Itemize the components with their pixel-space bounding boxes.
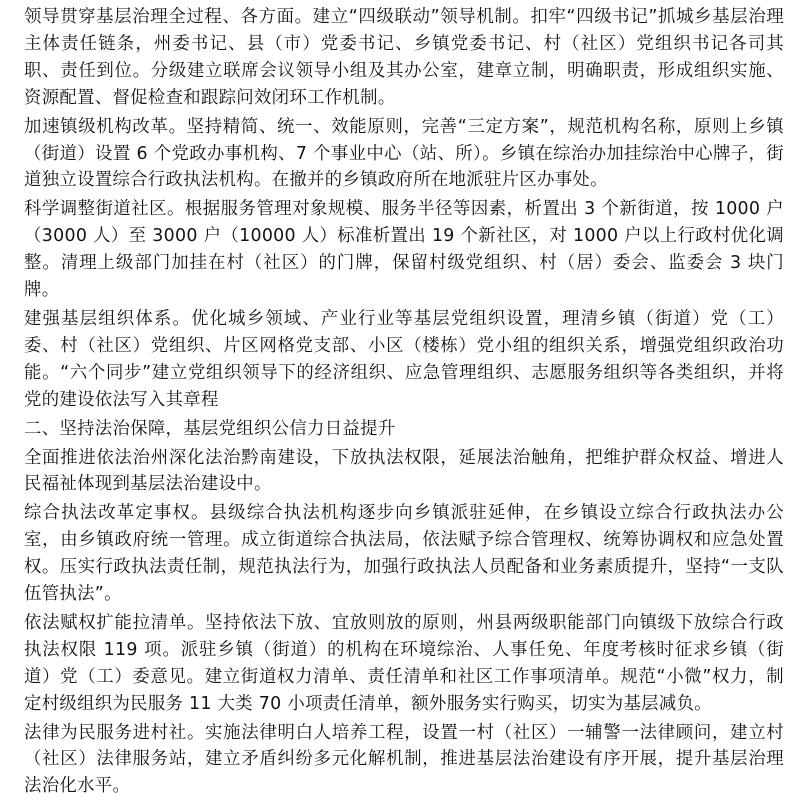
document-body (24, 4, 784, 800)
paragraph-street-community: 科学调整街道社区。根据服务管理对象规模、服务半径等因素，析置出 3 个新街道，按 1000 户（3000 人）至 3000 户（10000 人）标准析置出 19 个新社区，对 1000 户以上行政村优化调整。清理上级部门加挂在村（社区）的门牌，保留村级党组织、村（居）委会、监委会 3 块门牌。 (24, 199, 784, 301)
paragraph-leadership: 领导贯穿基层治理全过程、各方面。建立“四级联动”领导机制。扣牢“四级书记”抓城乡基层治理主体责任链条，州委书记、县（市）党委书记、乡镇党委书记、村（社区）党组织书记各司其职、责任到位。分级建立联席会议领导小组及其办公室，建章立制，明确职责，形成组织实施、资源配置、督促检查和跟踪问效闭环工作机制。 (24, 7, 784, 108)
paragraph-rule-of-law-overview: 全面推进依法治州深化法治黔南建设，下放执法权限，延展法治触角，把维护群众权益、增进人民福祉体现到基层法治建设中。 (24, 447, 784, 495)
section-heading-rule-of-law: 二、坚持法治保障，基层党组织公信力日益提升 (24, 418, 396, 439)
paragraph-grassroots-organization: 建强基层组织体系。优化城乡领域、产业行业等基层党组织设置，理清乡镇（街道）党（工）委、村（社区）党组织、片区网格党支部、小区（楼栋）党小组的组织关系，增强党组织政治功能。“六个同步”建立党组织领导下的经济组织、应急管理组织、志愿服务组织等各类组织，并将党的建设依法写入其章程 (24, 308, 784, 410)
paragraph-comprehensive-enforcement: 综合执法改革定事权。县级综合执法机构逐步向乡镇派驻延伸，在乡镇设立综合行政执法办公室，由乡镇政府统一管理。成立街道综合执法局，依法赋予综合管理权、统筹协调权和应急处置权。压实行政执法责任制，规范执法行为，加强行政执法人员配备和业务素质提升，坚持“一支队伍管执法”。 (24, 503, 784, 605)
paragraph-legal-services: 法律为民服务进村社。实施法律明白人培养工程，设置一村（社区）一辅警一法律顾问，建立村（社区）法律服务站，建立矛盾纠纷多元化解机制，推进基层法治建设有序开展，提升基层治理法治化水平。 (24, 722, 784, 797)
paragraph-town-reform: 加速镇级机构改革。坚持精简、统一、效能原则，完善“三定方案”，规范机构名称，原则上乡镇（街道）设置 6 个党政办事机构、7 个事业中心（站、所）。乡镇在综治办加挂综治中心牌子，街道独立设置综合行政执法机构。在撤并的乡镇政府所在地派驻片区办事处。 (24, 116, 784, 191)
paragraph-empowerment-lists: 依法赋权扩能拉清单。坚持依法下放、宜放则放的原则，州县两级职能部门向镇级下放综合行政执法权限 119 项。派驻乡镇（街道）的机构在环境综治、人事任免、年度考核时征求乡镇（街道）党（工）委意见。建立街道权力清单、责任清单和社区工作事项清单。规范“小微”权力，制定村级组织为民服务 11 大类 70 小项责任清单，额外服务实行购买，切实为基层减负。 (24, 612, 784, 714)
